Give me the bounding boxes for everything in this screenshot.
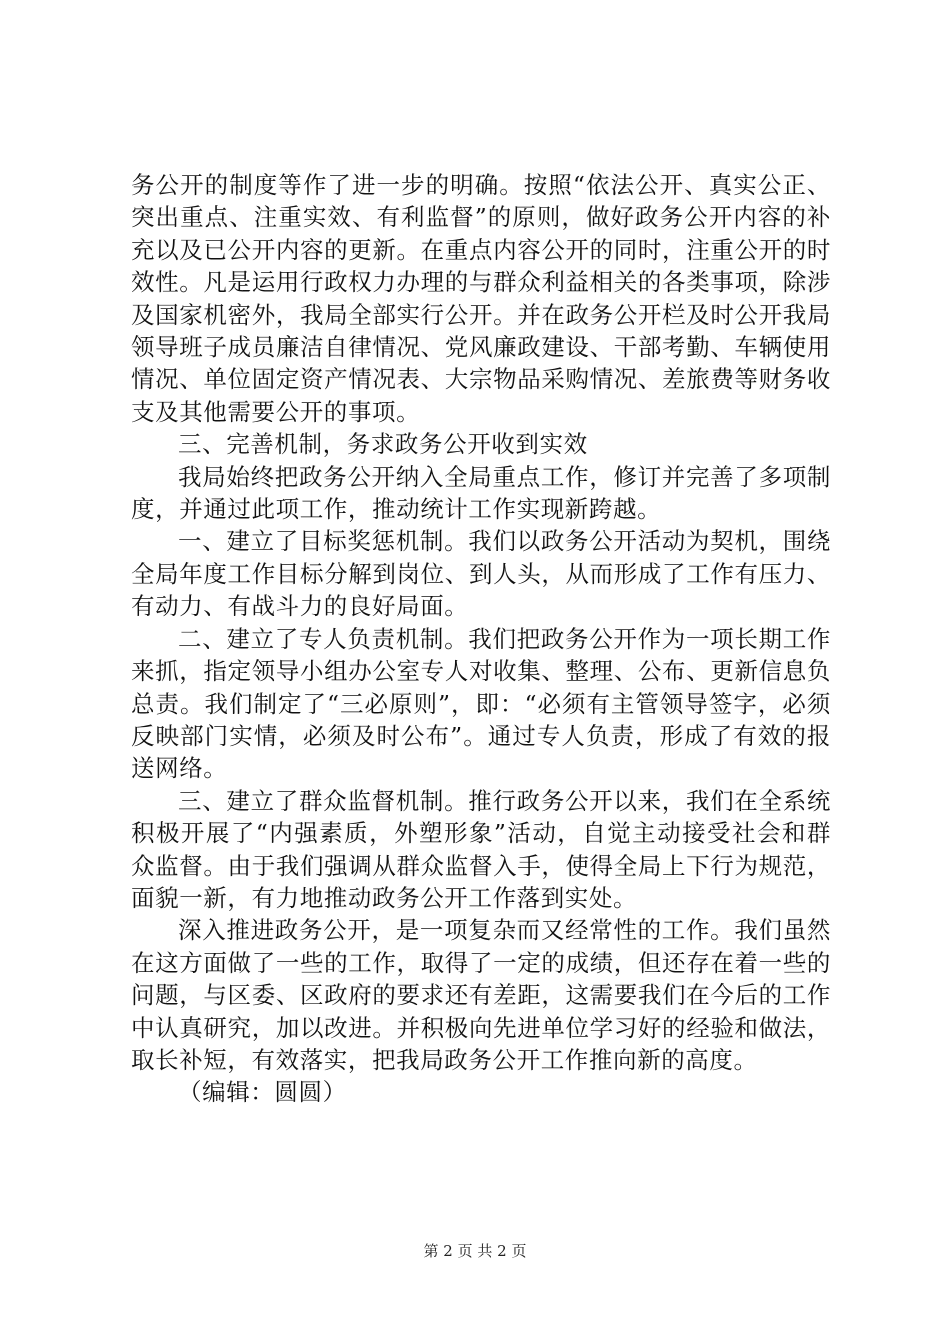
section-heading: 三、完善机制，务求政务公开收到实效 xyxy=(178,430,588,459)
document-body xyxy=(131,169,831,1109)
editor-note: （编辑：圆圆） xyxy=(178,1078,347,1107)
paragraph: 三、建立了群众监督机制。推行政务公开以来，我们在全系统积极开展了“内强素质，外塑形象”活动，自觉主动接受社会和群众监督。由于我们强调从群众监督入手，使得全局上下行为规范，面貌一新，有力地推动政务公开工作落到实处。 xyxy=(131,786,831,912)
paragraph: 二、建立了专人负责机制。我们把政务公开作为一项长期工作来抓，指定领导小组办公室专人对收集、整理、公布、更新信息负总责。我们制定了“三必原则”，即：“必须有主管领导签字，必须反映部门实情，必须及时公布”。通过专人负责，形成了有效的报送网络。 xyxy=(131,624,831,783)
paragraph: 我局始终把政务公开纳入全局重点工作，修订并完善了多项制度，并通过此项工作，推动统计工作实现新跨越。 xyxy=(131,462,831,524)
paragraph-continuation: 务公开的制度等作了进一步的明确。按照“依法公开、真实公正、突出重点、注重实效、有利监督”的原则，做好政务公开内容的补充以及已公开内容的更新。在重点内容公开的同时，注重公开的时效性。凡是运用行政权力办理的与群众利益相关的各类事项，除涉及国家机密外，我局全部实行公开。并在政务公开栏及时公开我局领导班子成员廉洁自律情况、党风廉政建设、干部考勤、车辆使用情况、单位固定资产情况表、大宗物品采购情况、差旅费等财务收支及其他需要公开的事项。 xyxy=(131,171,831,426)
page-number-footer: 第 2 页 共 2 页 xyxy=(423,1242,527,1260)
paragraph: 一、建立了目标奖惩机制。我们以政务公开活动为契机，围绕全局年度工作目标分解到岗位、到人头，从而形成了工作有压力、有动力、有战斗力的良好局面。 xyxy=(131,527,831,621)
paragraph: 深入推进政务公开，是一项复杂而又经常性的工作。我们虽然在这方面做了一些的工作，取得了一定的成绩，但还存在着一些的问题，与区委、区政府的要求还有差距，这需要我们在今后的工作中认真研究，加以改进。并积极向先进单位学习好的经验和做法，取长补短，有效落实，把我局政务公开工作推向新的高度。 xyxy=(131,916,831,1074)
